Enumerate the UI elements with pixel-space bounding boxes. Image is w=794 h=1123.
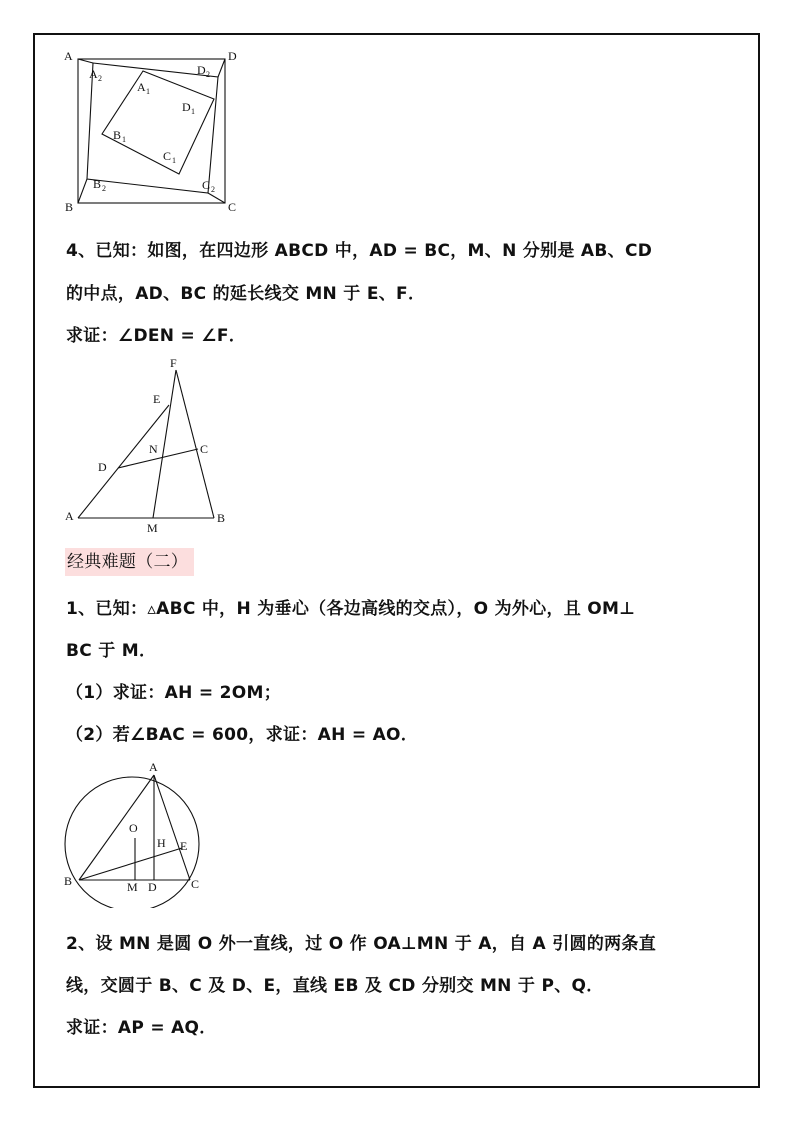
label-A1-sub: 1	[146, 87, 150, 96]
label-C2: C	[202, 178, 211, 192]
label-D1: D	[182, 100, 191, 114]
label-M: M	[147, 521, 158, 535]
problem2-line3: 求证：AP = AQ．	[66, 1018, 217, 1038]
label-M: M	[127, 880, 138, 894]
segment-BE	[79, 848, 182, 880]
label-C1-sub: 1	[172, 156, 176, 165]
label-A: A	[65, 509, 74, 523]
label-D: D	[98, 460, 107, 474]
problem2-line1: 2、设 MN 是圆 O 外一直线，过 O 作 OA⊥MN 于 A，自 A 引圆的两条直	[66, 934, 657, 954]
label-B: B	[65, 200, 74, 214]
label-B1: B	[113, 128, 122, 142]
figure-nested-squares	[60, 44, 250, 218]
problem4-line2: 的中点，AD、BC 的延长线交 MN 于 E、F．	[66, 284, 426, 304]
label-A2: A	[89, 67, 98, 81]
label-N: N	[149, 442, 158, 456]
problem1-line1: 1、已知：▵ABC 中，H 为垂心（各边高线的交点），O 为外心，且 OM⊥	[66, 599, 636, 619]
label-D2: D	[197, 63, 206, 77]
label-C1: C	[163, 149, 172, 163]
problem4-line3: 求证：∠DEN = ∠F．	[66, 326, 247, 346]
figure-quadrilateral-svg	[60, 352, 232, 538]
square-a1d1c1b1	[102, 71, 214, 174]
label-B: B	[217, 511, 226, 525]
label-D: D	[228, 49, 237, 63]
label-B2-sub: 2	[102, 184, 106, 193]
problem1-line4: （2）若∠BAC = 600，求证：AH = AO．	[66, 725, 419, 745]
problem4-line1: 4、已知：如图，在四边形 ABCD 中，AD = BC，M、N 分别是 AB、CD	[66, 241, 653, 261]
figure-circle-triangle-svg	[60, 756, 210, 908]
segment-AB	[79, 775, 154, 880]
label-F: F	[170, 356, 177, 370]
label-A2-sub: 2	[98, 74, 102, 83]
label-H: H	[157, 836, 166, 850]
label-D2-sub: 2	[206, 70, 210, 79]
label-C2-sub: 2	[211, 185, 215, 194]
section-title: 经典难题（二）	[65, 548, 194, 576]
label-D1-sub: 1	[191, 107, 195, 116]
label-B2: B	[93, 177, 102, 191]
square-a2d2c2b2	[87, 63, 218, 193]
problem1-line2: BC 于 M．	[66, 641, 157, 661]
label-C: C	[200, 442, 209, 456]
label-C: C	[228, 200, 237, 214]
problem2-line2: 线，交圆于 B、C 及 D、E，直线 EB 及 CD 分别交 MN 于 P、Q．	[66, 976, 604, 996]
label-C: C	[191, 877, 200, 891]
label-A: A	[64, 49, 73, 63]
problem1-line3: （1）求证：AH = 2OM；	[66, 683, 281, 703]
segment-DC	[118, 449, 198, 468]
label-E: E	[180, 839, 188, 853]
label-B: B	[64, 874, 73, 888]
label-D: D	[148, 880, 157, 894]
figure-nested-squares-svg	[60, 44, 250, 218]
segment-BF	[176, 370, 214, 518]
figure-circle-triangle	[60, 756, 210, 908]
label-A1: A	[137, 80, 146, 94]
label-O: O	[129, 821, 138, 835]
label-B1-sub: 1	[122, 135, 126, 144]
figure-quadrilateral	[60, 352, 232, 538]
label-E: E	[153, 392, 161, 406]
label-A: A	[149, 760, 158, 774]
